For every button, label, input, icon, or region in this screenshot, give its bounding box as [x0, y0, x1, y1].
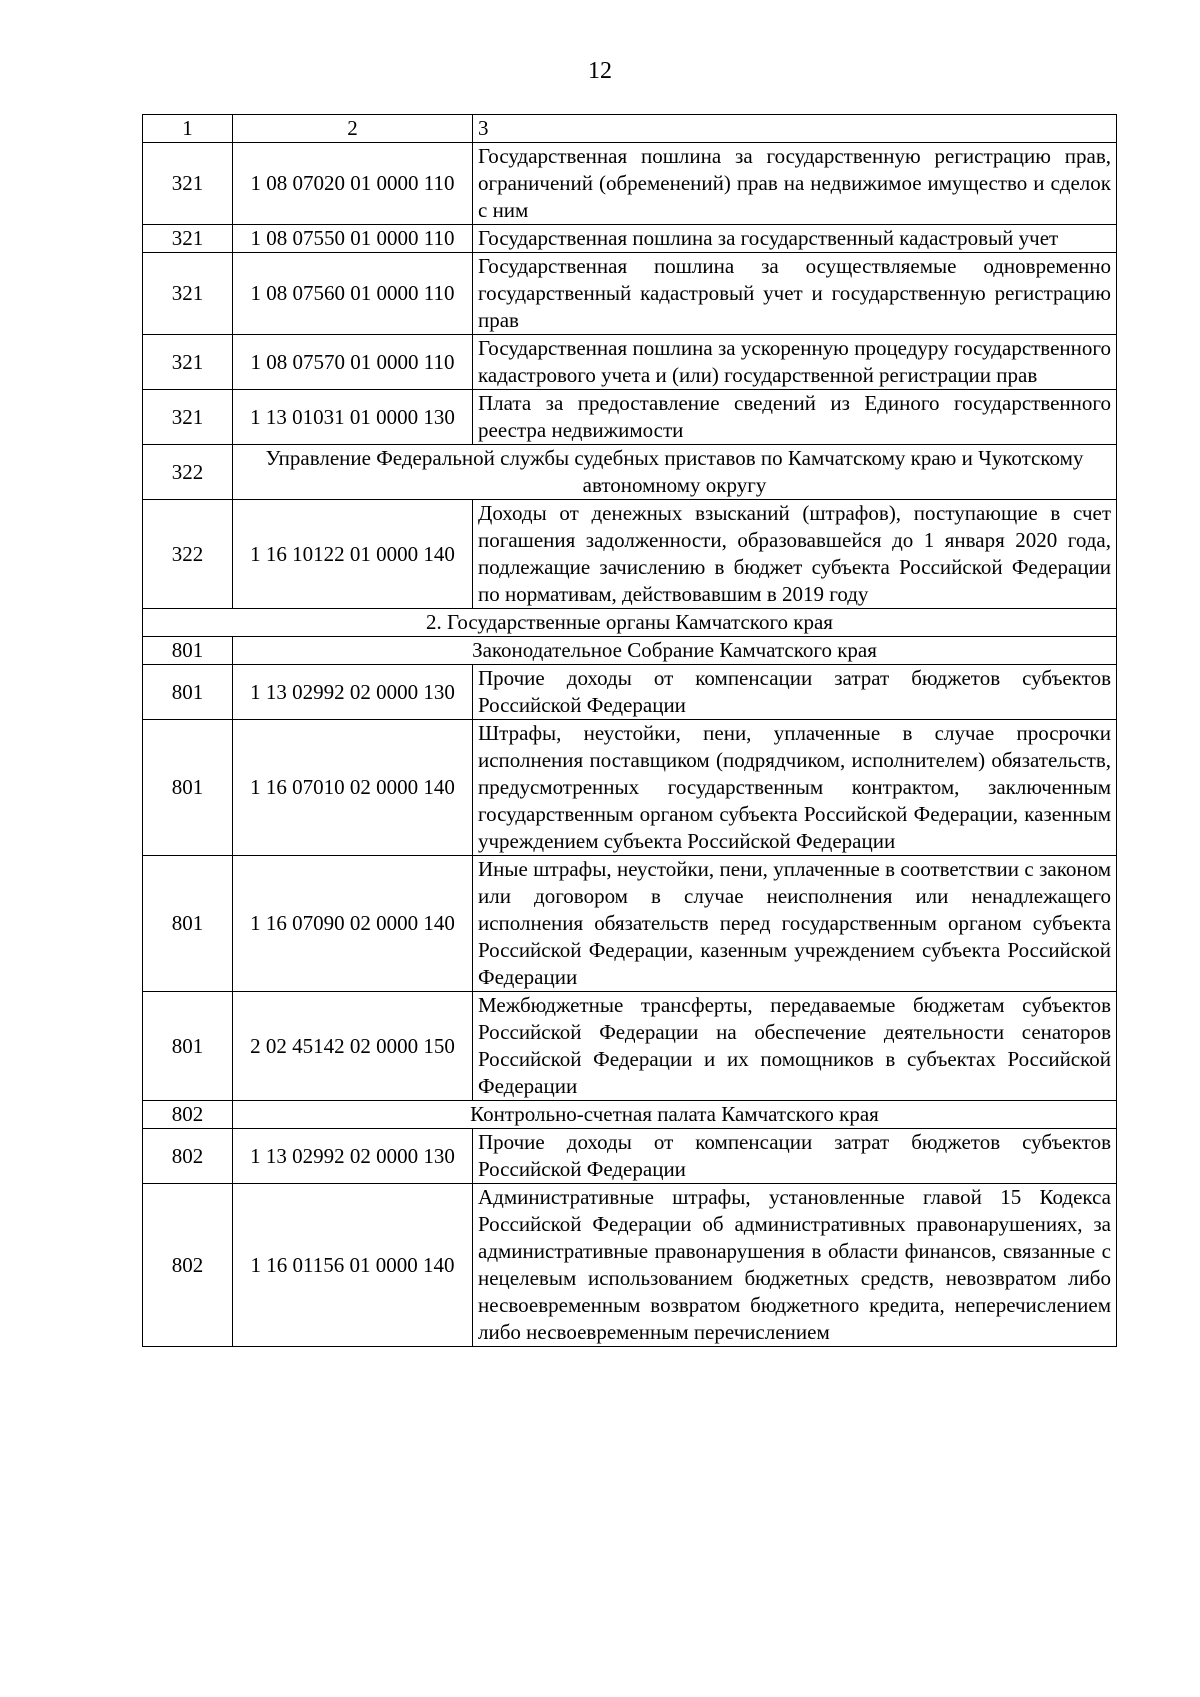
revenue-name-cell: Межбюджетные трансферты, передаваемые бюджетам субъектов Российской Федерации на обеспечение деятельности сенаторов Российской Федерации и их помощников в субъектах Российской Федерации — [473, 992, 1117, 1101]
table-row — [143, 992, 1117, 1101]
kbk-code-cell: 1 13 02992 02 0000 130 — [233, 1129, 473, 1184]
kbk-code-cell: 1 08 07550 01 0000 110 — [233, 225, 473, 253]
table-row — [143, 720, 1117, 856]
kbk-code-cell: 1 16 01156 01 0000 140 — [233, 1184, 473, 1347]
table-row — [143, 1184, 1117, 1347]
admin-code-cell: 321 — [143, 335, 233, 390]
revenue-name-cell: Государственная пошлина за государственную регистрацию прав, ограничений (обременений) прав на недвижимое имущество и сделок с ним — [473, 143, 1117, 225]
table-header-row — [143, 115, 1117, 143]
administrator-row — [143, 637, 1117, 665]
admin-code-cell: 801 — [143, 856, 233, 992]
revenue-codes-table — [142, 114, 1117, 1347]
kbk-code-cell: 1 08 07020 01 0000 110 — [233, 143, 473, 225]
header-col-2: 2 — [233, 115, 473, 143]
table-row — [143, 253, 1117, 335]
kbk-code-cell: 1 08 07570 01 0000 110 — [233, 335, 473, 390]
table-row — [143, 500, 1117, 609]
revenue-name-cell: Доходы от денежных взысканий (штрафов), поступающие в счет погашения задолженности, образовавшейся до 1 января 2020 года, подлежащие зачислению в бюджет субъекта Российской Федерации по нормативам, действовавшим в 2019 году — [473, 500, 1117, 609]
table-row — [143, 1129, 1117, 1184]
kbk-code-cell: 1 08 07560 01 0000 110 — [233, 253, 473, 335]
table-row — [143, 390, 1117, 445]
table-row — [143, 665, 1117, 720]
administrator-row — [143, 445, 1117, 500]
kbk-code-cell: 1 16 07090 02 0000 140 — [233, 856, 473, 992]
admin-code-cell: 802 — [143, 1184, 233, 1347]
admin-code-cell: 802 — [143, 1129, 233, 1184]
kbk-code-cell: 1 13 01031 01 0000 130 — [233, 390, 473, 445]
kbk-code-cell: 2 02 45142 02 0000 150 — [233, 992, 473, 1101]
kbk-code-cell: 1 16 10122 01 0000 140 — [233, 500, 473, 609]
page-number: 12 — [588, 58, 612, 84]
revenue-name-cell: Прочие доходы от компенсации затрат бюджетов субъектов Российской Федерации — [473, 1129, 1117, 1184]
revenue-name-cell: Административные штрафы, установленные главой 15 Кодекса Российской Федерации об административных правонарушениях, за административные правонарушения в области финансов, связанные с нецелевым использованием бюджетных средств, невозвратом либо несвоевременным возвратом бюджетного кредита, неперечислением либо несвоевременным перечислением — [473, 1184, 1117, 1347]
table-row — [143, 335, 1117, 390]
admin-code-cell: 801 — [143, 720, 233, 856]
admin-code-cell: 321 — [143, 390, 233, 445]
header-col-3: 3 — [473, 115, 1117, 143]
admin-code-cell: 322 — [143, 500, 233, 609]
admin-code-cell: 321 — [143, 143, 233, 225]
admin-code-cell: 801 — [143, 992, 233, 1101]
administrator-name-cell: Законодательное Собрание Камчатского края — [233, 637, 1117, 665]
revenue-name-cell: Государственная пошлина за ускоренную процедуру государственного кадастрового учета и (или) государственной регистрации прав — [473, 335, 1117, 390]
revenue-name-cell: Плата за предоставление сведений из Единого государственного реестра недвижимости — [473, 390, 1117, 445]
table-row — [143, 856, 1117, 992]
revenue-name-cell: Государственная пошлина за осуществляемые одновременно государственный кадастровый учет и государственную регистрацию прав — [473, 253, 1117, 335]
section-row — [143, 609, 1117, 637]
admin-code-cell: 321 — [143, 253, 233, 335]
revenue-name-cell: Государственная пошлина за государственный кадастровый учет — [473, 225, 1117, 253]
admin-code-cell: 321 — [143, 225, 233, 253]
kbk-code-cell: 1 13 02992 02 0000 130 — [233, 665, 473, 720]
admin-code-cell: 801 — [143, 665, 233, 720]
kbk-code-cell: 1 16 07010 02 0000 140 — [233, 720, 473, 856]
admin-code-cell: 801 — [143, 637, 233, 665]
table-row — [143, 143, 1117, 225]
header-col-1: 1 — [143, 115, 233, 143]
admin-code-cell: 322 — [143, 445, 233, 500]
administrator-name-cell: Управление Федеральной службы судебных приставов по Камчатскому краю и Чукотскому автономному округу — [233, 445, 1117, 500]
table-row — [143, 225, 1117, 253]
administrator-row — [143, 1101, 1117, 1129]
revenue-name-cell: Штрафы, неустойки, пени, уплаченные в случае просрочки исполнения поставщиком (подрядчиком, исполнителем) обязательств, предусмотренных государственным контрактом, заключенным государственным органом субъекта Российской Федерации, казенным учреждением субъекта Российской Федерации — [473, 720, 1117, 856]
administrator-name-cell: Контрольно-счетная палата Камчатского края — [233, 1101, 1117, 1129]
admin-code-cell: 802 — [143, 1101, 233, 1129]
revenue-name-cell: Иные штрафы, неустойки, пени, уплаченные в соответствии с законом или договором в случае неисполнения или ненадлежащего исполнения обязательств перед государственным органом субъекта Российской Федерации, казенным учреждением субъекта Российской Федерации — [473, 856, 1117, 992]
revenue-name-cell: Прочие доходы от компенсации затрат бюджетов субъектов Российской Федерации — [473, 665, 1117, 720]
section-title-cell: 2. Государственные органы Камчатского края — [143, 609, 1117, 637]
